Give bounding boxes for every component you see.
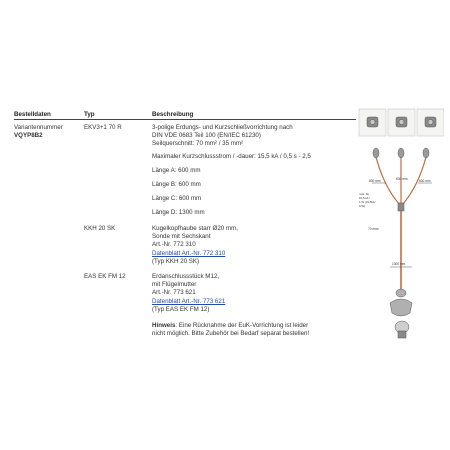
desc-line: Länge A: 600 mm <box>152 167 201 174</box>
desc-line: (Typ EAS EK FM 12) <box>152 306 210 313</box>
cable-section-label: 70 mm² <box>368 227 379 231</box>
note-line: max. für <box>359 192 370 196</box>
variant-label: Variantennummer <box>14 124 63 131</box>
datasheet-link-772310[interactable]: Datenblatt Art.-Nr. 772 310 <box>152 250 226 257</box>
desc-line: DIN VDE 0683 Teil 100 (EN/IEC 61230) <box>152 132 261 139</box>
length-b-label: 600 mm <box>396 177 408 181</box>
hinweis-label: Hinweis <box>152 322 176 329</box>
header-bestelldaten: Bestelldaten <box>14 111 51 118</box>
desc-line: 3-polige Erdungs- und Kurzschließvorrichtung nach <box>152 124 293 131</box>
header-typ: Typ <box>84 111 95 118</box>
desc-line: Erdanschlussstück M12, <box>152 273 220 280</box>
note-line: 0,5s) <box>359 204 366 208</box>
desc-line: Kugelkopfhaube starr Ø20 mm, <box>152 225 238 232</box>
note-line: 1,5s (31,5kA/ <box>359 200 376 204</box>
desc-line: mit Flügelmutter <box>152 281 197 288</box>
desc-line: Sonde mit Sechskant <box>152 233 211 240</box>
desc-line: Länge C: 600 mm <box>152 195 202 202</box>
typ-row-2: KKH 20 SK <box>84 225 116 232</box>
desc-line: Maximaler Kurzschlussstrom / -dauer: 15,5 kA / 0,5 s - 2,5 <box>152 153 311 160</box>
desc-line: Länge B: 600 mm <box>152 181 201 188</box>
desc-line: Art.-Nr. 773 621 <box>152 289 196 296</box>
length-d-label: 1300 mm <box>392 262 406 266</box>
note-line: 10,5 kA / <box>359 196 370 200</box>
desc-line: Seilquerschnitt: 70 mm² / 35 mm² <box>152 140 244 147</box>
variant-value: VQYP8B2 <box>14 132 43 139</box>
earthing-device-drawing <box>358 107 444 347</box>
hinweis-line-1 <box>152 322 308 329</box>
desc-line: (Typ KKH 20 SK) <box>152 258 200 265</box>
length-a-label: 600 mm <box>369 179 381 183</box>
header-rule <box>14 119 356 120</box>
typ-row-1: EKV3+1 70 R <box>84 124 122 131</box>
product-image <box>358 107 444 347</box>
hinweis-text: : Eine Rücknahme der EuK-Vorrichtung ist leider <box>175 322 309 329</box>
typ-row-3: EAS EK FM 12 <box>84 273 126 280</box>
datasheet-link-773621[interactable]: Datenblatt Art.-Nr. 773 621 <box>152 298 226 305</box>
hinweis-line-2: nicht möglich. Bitte Zubehör bei Bedarf separat bestellen! <box>152 330 310 337</box>
desc-line: Länge D: 1300 mm <box>152 209 205 216</box>
length-c-label: 600 mm <box>419 179 431 183</box>
desc-line: Art.-Nr. 772 310 <box>152 241 196 248</box>
header-beschreibung: Beschreibung <box>152 111 194 118</box>
